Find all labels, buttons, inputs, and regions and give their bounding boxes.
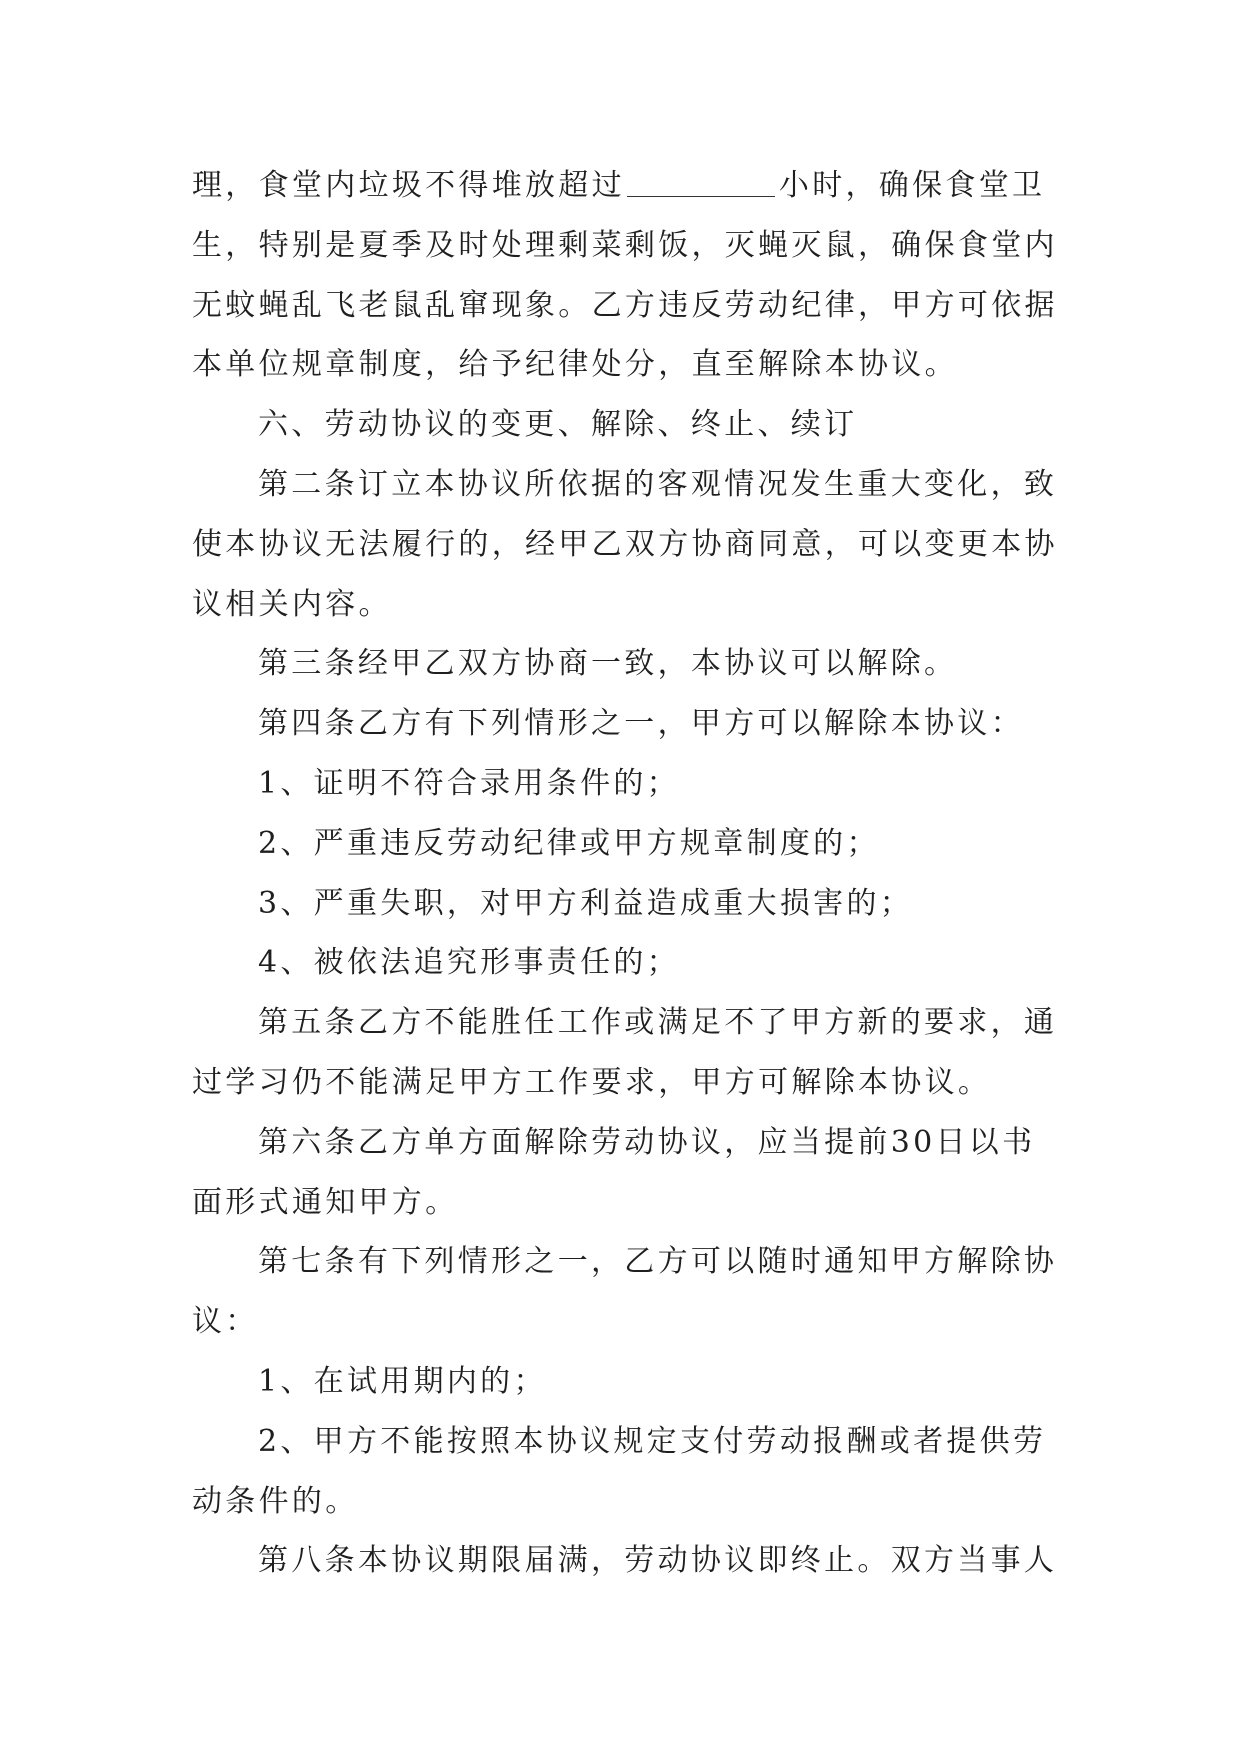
text-segment: 小时，确保食堂卫 bbox=[778, 168, 1046, 203]
text-line: 第三条经甲乙双方协商一致，本协议可以解除。 bbox=[258, 646, 958, 682]
list-item: 1、证明不符合录用条件的； bbox=[258, 765, 680, 801]
list-item: 3、严重失职，对甲方利益造成重大损害的； bbox=[258, 885, 914, 921]
text-segment: 理，食堂内垃圾不得堆放超过 bbox=[192, 168, 625, 203]
text-line: 生，特别是夏季及时处理剩菜剩饭，灭蝇灭鼠，确保食堂内 bbox=[192, 227, 1058, 263]
text-line: 第二条订立本协议所依据的客观情况发生重大变化，致 bbox=[258, 466, 1058, 502]
text-line: 面形式通知甲方。 bbox=[192, 1184, 459, 1220]
text-line: 无蚊蝇乱飞老鼠乱窜现象。乙方违反劳动纪律，甲方可依据 bbox=[192, 287, 1058, 323]
list-item: 2、严重违反劳动纪律或甲方规章制度的； bbox=[258, 825, 880, 861]
document-body bbox=[192, 156, 1058, 1591]
list-item: 4、被依法追究形事责任的； bbox=[258, 945, 680, 981]
text-line: 第七条有下列情形之一，乙方可以随时通知甲方解除协 bbox=[258, 1244, 1058, 1280]
text-line: 议： bbox=[192, 1304, 259, 1340]
text-line: 第八条本协议期限届满，劳动协议即终止。双方当事人 bbox=[258, 1543, 1058, 1579]
list-item: 2、甲方不能按照本协议规定支付劳动报酬或者提供劳 bbox=[258, 1423, 1047, 1459]
fill-in-blank[interactable] bbox=[627, 166, 775, 197]
text-line bbox=[192, 156, 1052, 215]
text-line: 动条件的。 bbox=[192, 1483, 359, 1519]
text-line: 第五条乙方不能胜任工作或满足不了甲方新的要求，通 bbox=[258, 1005, 1058, 1041]
text-line: 议相关内容。 bbox=[192, 586, 392, 622]
text-line: 过学习仍不能满足甲方工作要求，甲方可解除本协议。 bbox=[192, 1064, 992, 1100]
list-item: 1、在试用期内的； bbox=[258, 1363, 547, 1399]
text-line: 使本协议无法履行的，经甲乙双方协商同意，可以变更本协 bbox=[192, 526, 1058, 562]
text-line: 本单位规章制度，给予纪律处分，直至解除本协议。 bbox=[192, 347, 958, 383]
section-heading: 六、劳动协议的变更、解除、终止、续订 bbox=[258, 407, 858, 443]
text-line: 第六条乙方单方面解除劳动协议，应当提前30日以书 bbox=[258, 1124, 1036, 1160]
text-line: 第四条乙方有下列情形之一，甲方可以解除本协议： bbox=[258, 706, 1024, 742]
